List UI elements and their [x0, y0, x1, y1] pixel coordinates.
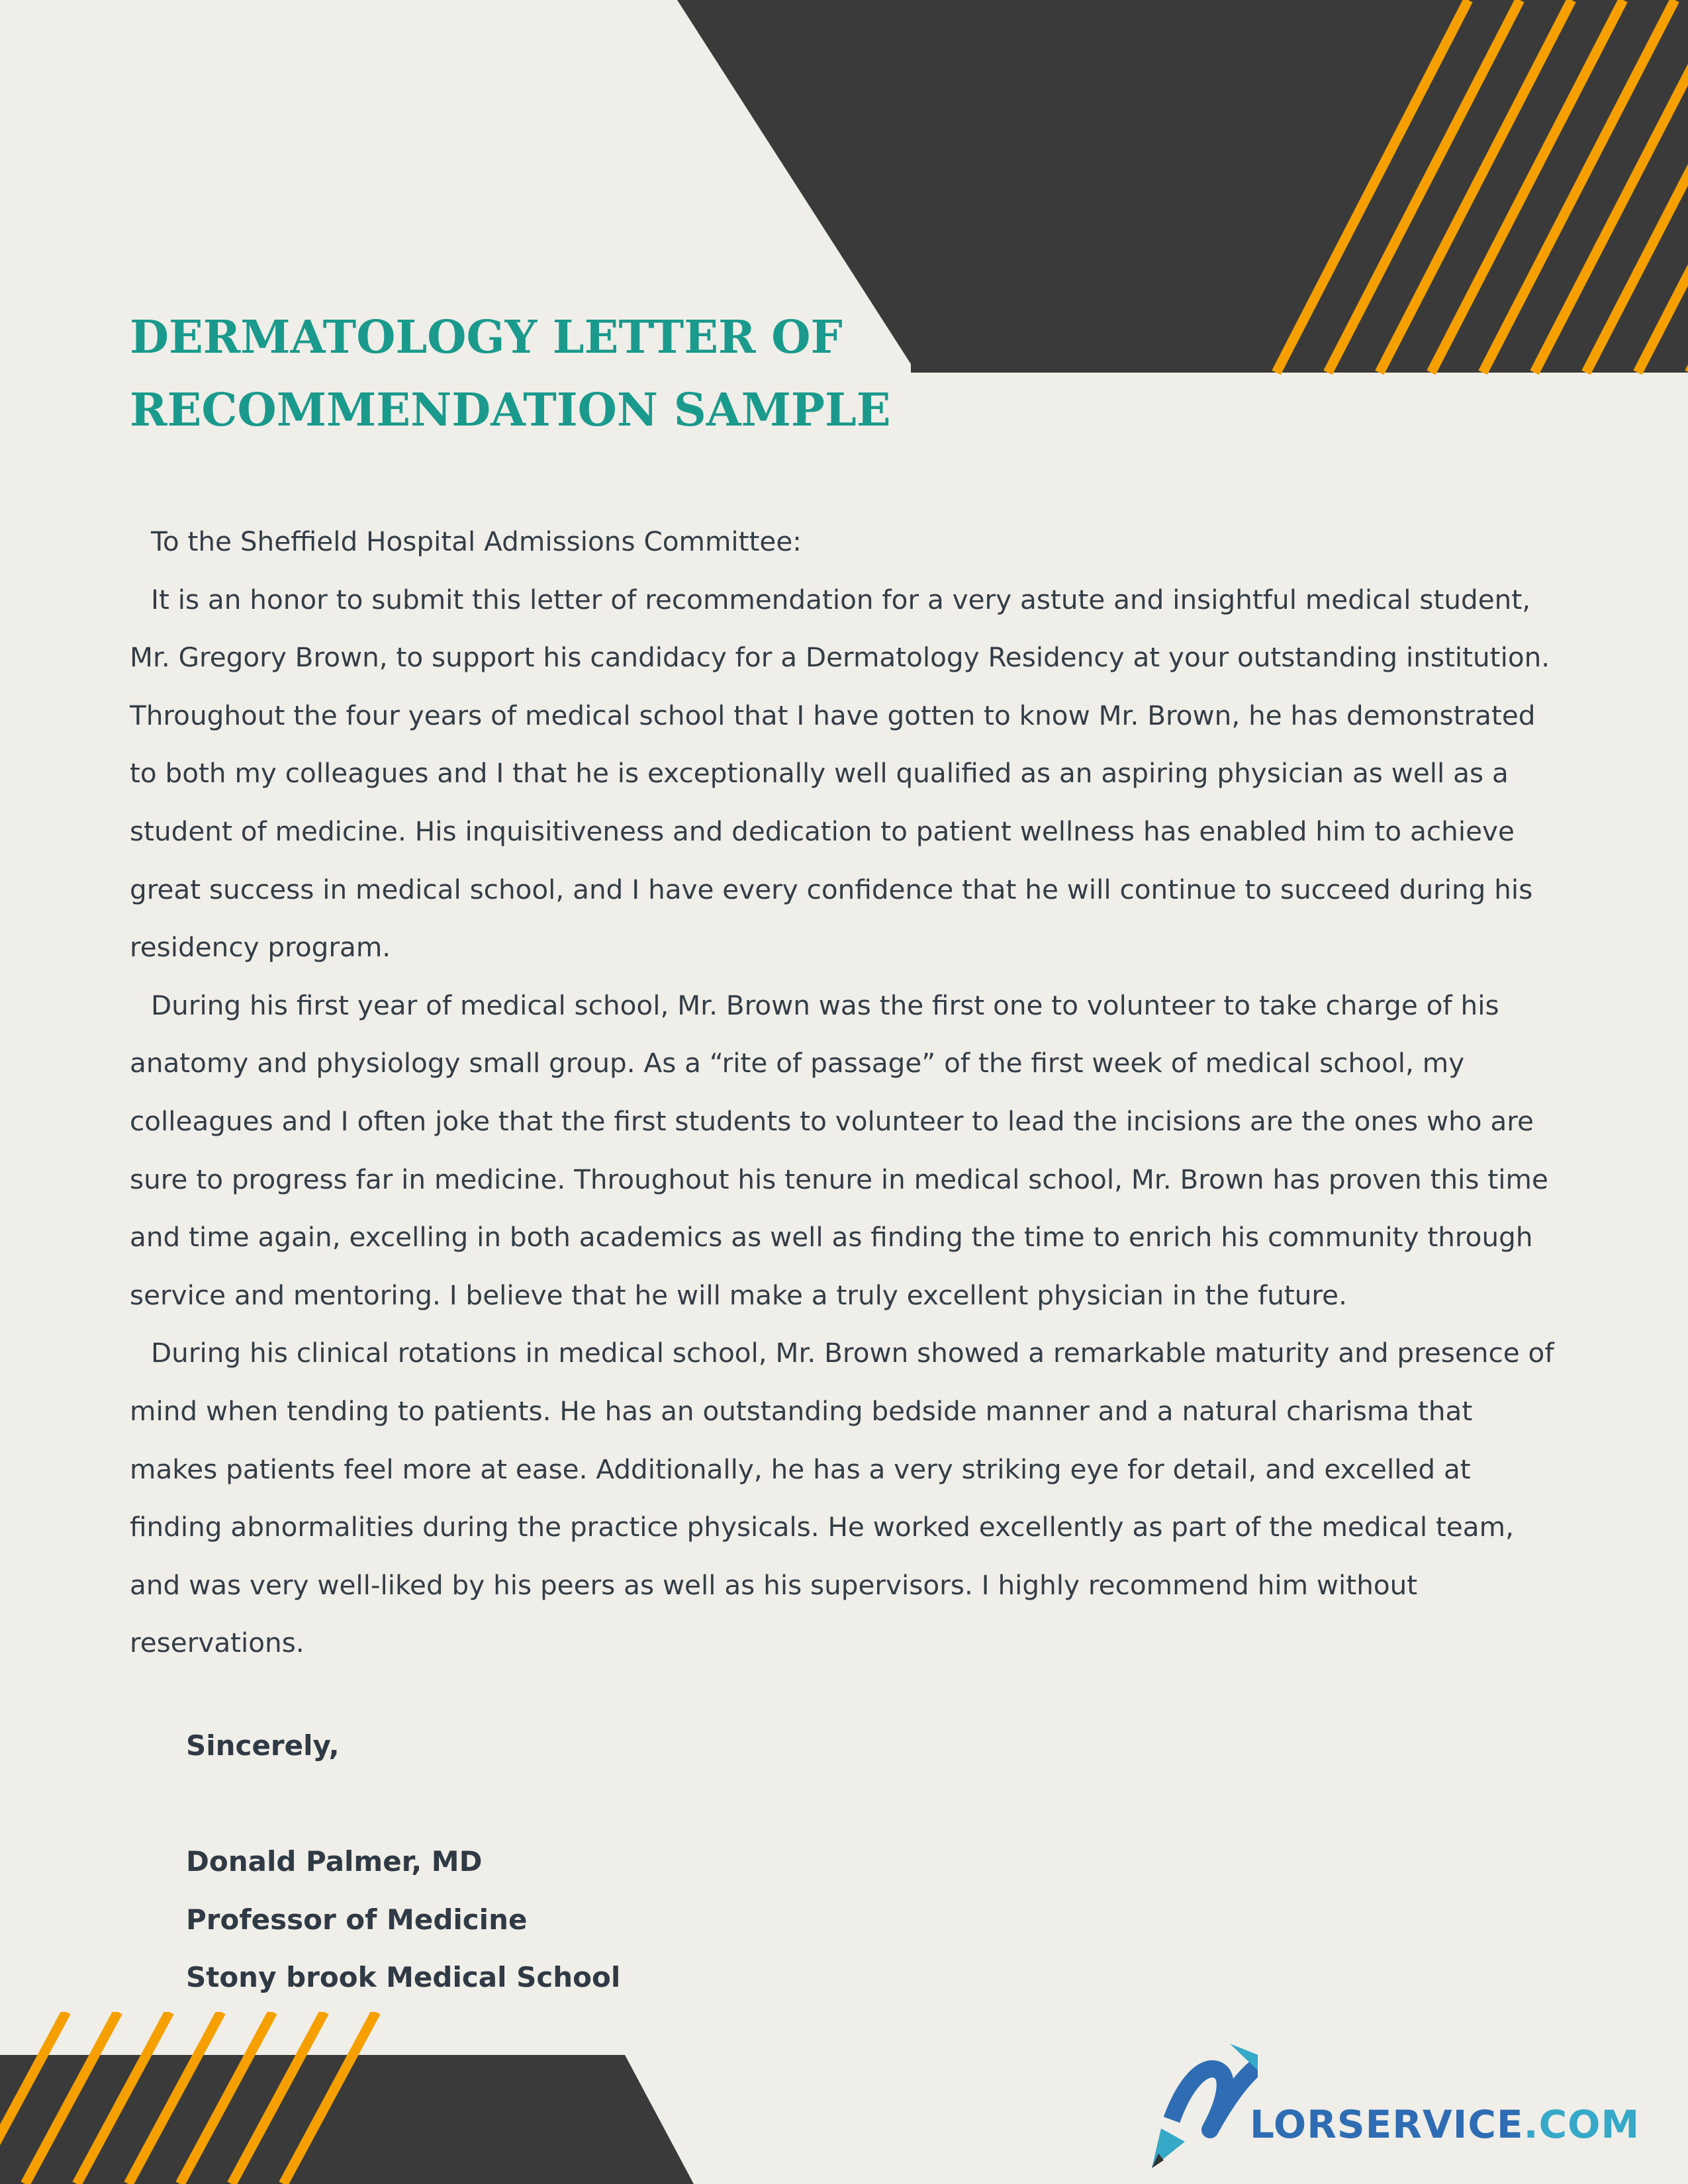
- title-line-2: RECOMMENDATION SAMPLE: [130, 384, 891, 437]
- paragraph-1: It is an honor to submit this letter of recommendation for a very astute and insightful medical student, Mr. Gregory Brown, to support his candidacy for a Dermatology Residency at your outstanding institution. Throughout the four years of medical school that I have gotten to know Mr. Brown, he has demonstrated to both my colleagues and I that he is exceptionally well qualified as an aspiring physician as well as a student of medicine. His inquisitiveness and dedication to patient wellness has enabled him to achieve great success in medical school, and I have every confidence that he will continue to succeed during his residency program.: [130, 583, 1550, 964]
- signer-institution: Stony brook Medical School: [186, 1961, 621, 1994]
- letter-body: [130, 513, 1568, 1672]
- signature-gap: [186, 1775, 980, 1833]
- bottom-banner-decoration: [0, 2012, 728, 2184]
- pen-ribbon-icon: [1125, 2030, 1258, 2176]
- closing: Sincerely,: [186, 1729, 340, 1762]
- signer-name: Donald Palmer, MD: [186, 1845, 483, 1878]
- paragraph-3: During his clinical rotations in medical school, Mr. Brown showed a remarkable maturity and presence of mind when tending to patients. He has an outstanding bedside manner and a natural charisma that makes patients feel more at ease. Additionally, he has a very striking eye for detail, and excelled at finding abnormalities during the practice physicals. He worked excellently as part of the medical team, and was very well-liked by his peers as well as his supervisors. I highly recommend him without reservations.: [130, 1337, 1554, 1659]
- signer-position: Professor of Medicine: [186, 1903, 528, 1936]
- document-title: [130, 301, 990, 447]
- logo-text-main: LORSERVICE: [1250, 2102, 1524, 2147]
- lorservice-logo[interactable]: [1125, 2030, 1640, 2176]
- title-line-1: DERMATOLOGY LETTER OF: [130, 311, 843, 364]
- salutation: To the Sheffield Hospital Admissions Committee:: [151, 525, 802, 557]
- signature-block: [186, 1717, 980, 2007]
- logo-wordmark: [1250, 2102, 1640, 2147]
- logo-text-domain: .COM: [1523, 2102, 1640, 2147]
- paragraph-2: During his first year of medical school, Mr. Brown was the first one to volunteer to take charge of his anatomy and physiology small group. As a “rite of passage” of the first week of medical school, my colleagues and I often joke that the first students to volunteer to lead the incisions are the ones who are sure to progress far in medicine. Throughout his tenure in medical school, Mr. Brown has proven this time and time again, excelling in both academics as well as finding the time to enrich his community through service and mentoring. I believe that he will make a truly excellent physician in the future.: [130, 989, 1548, 1311]
